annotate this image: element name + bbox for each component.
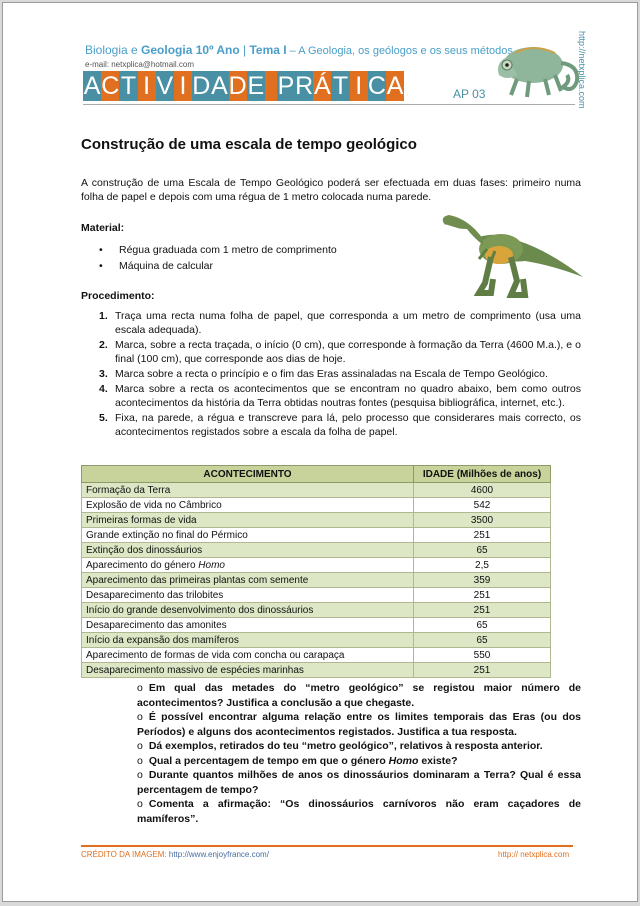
age-cell: 359 <box>414 573 551 588</box>
question-marker: o <box>137 740 143 752</box>
procedure-list <box>99 309 581 440</box>
banner-letter: C <box>367 72 386 100</box>
age-cell: 251 <box>414 588 551 603</box>
table-header-row <box>82 466 551 483</box>
event-cell: Grande extinção no final do Pérmico <box>82 528 414 543</box>
age-cell: 550 <box>414 648 551 663</box>
age-cell: 2,5 <box>414 558 551 573</box>
age-cell: 4600 <box>414 483 551 498</box>
question-text: Comenta a afirmação: “Os dinossáurios carnívoros não eram caçadores de mamíferos”. <box>137 798 581 825</box>
procedure-step: 4. Marca sobre a recta os acontecimentos que se encontram no quadro abaixo, bem como outros acontecimentos da história da Terra obtidas noutras fontes (pesquisa bibliográfica, internet, etc.). <box>99 383 581 409</box>
banner-letter: V <box>156 72 174 100</box>
table-row <box>82 633 551 648</box>
question-item <box>137 797 581 826</box>
age-cell: 65 <box>414 633 551 648</box>
question-marker: o <box>137 754 143 767</box>
header-event: ACONTECIMENTO <box>82 466 414 483</box>
banner-letter: A <box>211 72 228 100</box>
material-item: • Régua graduada com 1 metro de comprimento <box>99 242 337 258</box>
header-rule <box>83 104 575 105</box>
theme-title: – A Geologia, os geólogos e os seus métodos <box>286 45 513 57</box>
event-cell: Aparecimento do género Homo <box>82 558 414 573</box>
age-cell: 542 <box>414 498 551 513</box>
subject-grade: Geologia 10º Ano <box>141 43 240 57</box>
footer-site-link[interactable]: http:// netxplica.com <box>498 850 570 859</box>
question-marker: o <box>137 798 143 810</box>
table-row <box>82 558 551 573</box>
header-subject-line <box>85 43 513 57</box>
material-label: Material: <box>81 222 125 234</box>
banner-letter: A <box>83 72 101 100</box>
banner-letter: R <box>295 72 314 100</box>
banner-letter: T <box>120 72 137 100</box>
question-text: Qual a percentagem de tempo em que o género Homo existe? <box>148 754 458 767</box>
dinosaur-illustration <box>439 207 585 299</box>
table-row <box>82 663 551 678</box>
banner-letter: D <box>192 72 211 100</box>
banner-letter: P <box>277 72 295 100</box>
question-item <box>137 681 581 710</box>
age-cell: 251 <box>414 603 551 618</box>
activity-banner <box>83 71 404 101</box>
banner-letter: I <box>138 71 156 101</box>
age-cell: 65 <box>414 543 551 558</box>
event-cell: Explosão de vida no Câmbrico <box>82 498 414 513</box>
credit-link[interactable]: http://www.enjoyfrance.com/ <box>168 850 269 859</box>
event-cell: Aparecimento de formas de vida com concha ou carapaça <box>82 648 414 663</box>
question-item <box>137 710 581 739</box>
image-credit <box>81 850 269 859</box>
banner-letter: T <box>332 72 349 100</box>
table-row <box>82 498 551 513</box>
age-cell: 65 <box>414 618 551 633</box>
banner-letter: E <box>247 72 265 100</box>
document-page <box>2 2 638 902</box>
chameleon-illustration <box>493 35 581 101</box>
intro-paragraph: A construção de uma Escala de Tempo Geológico poderá ser efectuada em duas fases: primeiro numa folha de papel e depois com uma régua de 1 metro colocada numa parede. <box>81 177 581 203</box>
event-cell: Desaparecimento das amonites <box>82 618 414 633</box>
age-cell: 3500 <box>414 513 551 528</box>
event-cell: Início da expansão dos mamíferos <box>82 633 414 648</box>
banner-letter: Á <box>314 72 331 100</box>
table-row <box>82 528 551 543</box>
footer-rule <box>81 845 573 847</box>
banner-letter: D <box>228 72 247 100</box>
procedure-step: 3. Marca sobre a recta o princípio e o fim das Eras assinaladas na Escala de Tempo Geológico. <box>99 368 548 380</box>
procedure-step: 5. Fixa, na parede, a régua e transcreve para lá, pelo processo que considerares mais correcto, os acontecimentos registados sobre a escala da folha de papel. <box>99 412 581 438</box>
table-row <box>82 588 551 603</box>
table-row <box>82 603 551 618</box>
separator: | <box>239 43 250 57</box>
question-marker: o <box>137 682 143 694</box>
events-table-body <box>82 483 551 678</box>
material-item: • Máquina de calcular <box>99 258 337 274</box>
banner-letter: I <box>350 71 368 101</box>
event-cell: Desaparecimento massivo de espécies marinhas <box>82 663 414 678</box>
banner-letter: C <box>101 72 120 100</box>
event-cell: Formação da Terra <box>82 483 414 498</box>
question-item <box>137 768 581 797</box>
activity-code: AP 03 <box>453 87 486 101</box>
table-row <box>82 513 551 528</box>
event-cell: Desaparecimento das trilobites <box>82 588 414 603</box>
event-cell: Primeiras formas de vida <box>82 513 414 528</box>
question-marker: o <box>137 769 143 781</box>
question-item <box>137 739 581 754</box>
theme-label: Tema I <box>249 43 287 57</box>
event-cell: Aparecimento das primeiras plantas com semente <box>82 573 414 588</box>
questions-list <box>137 681 581 826</box>
procedure-step: 2. Marca, sobre a recta traçada, o início (0 cm), que corresponde à formação da Terra (4600 M.a.), e o final (100 cm), que corresponde aos dias de hoje. <box>99 339 581 365</box>
banner-letter: I <box>174 71 192 101</box>
table-row <box>82 543 551 558</box>
banner-letter <box>265 71 277 101</box>
table-row <box>82 618 551 633</box>
document-title: Construção de uma escala de tempo geológico <box>81 136 417 153</box>
table-row <box>82 648 551 663</box>
credit-label: CRÉDITO DA IMAGEM: <box>81 850 169 859</box>
table-row <box>82 483 551 498</box>
question-text: Durante quantos milhões de anos os dinossáurios dominaram a Terra? Qual é essa percentagem de tempo? <box>137 769 581 796</box>
header-email: e-mail: netxplica@hotmail.com <box>85 60 195 69</box>
vertical-url[interactable]: http://netxplica.com <box>577 31 587 109</box>
question-item <box>137 754 581 769</box>
question-text: É possível encontrar alguma relação entre os limites temporais das Eras (ou dos Períodos) e alguns dos acontecimentos registados. Justifica a tua resposta. <box>137 711 581 738</box>
header-age: IDADE (Milhões de anos) <box>414 466 551 483</box>
event-cell: Início do grande desenvolvimento dos dinossáurios <box>82 603 414 618</box>
event-cell: Extinção dos dinossáurios <box>82 543 414 558</box>
age-cell: 251 <box>414 528 551 543</box>
table-row <box>82 573 551 588</box>
procedure-step: 1. Traça uma recta numa folha de papel, que corresponda a um metro de comprimento (usa uma escala adequada). <box>99 310 581 336</box>
banner-letter: A <box>386 72 404 100</box>
material-list <box>99 242 337 274</box>
question-marker: o <box>137 711 143 723</box>
age-cell: 251 <box>414 663 551 678</box>
procedure-label: Procedimento: <box>81 290 155 302</box>
question-text: Dá exemplos, retirados do teu “metro geológico”, relativos à resposta anterior. <box>148 740 543 752</box>
question-text: Em qual das metades do “metro geológico” se registou maior número de acontecimentos? Justifica a conclusão a que chegaste. <box>137 682 581 709</box>
events-table <box>81 465 551 678</box>
subject-prefix: Biologia e <box>85 43 142 57</box>
